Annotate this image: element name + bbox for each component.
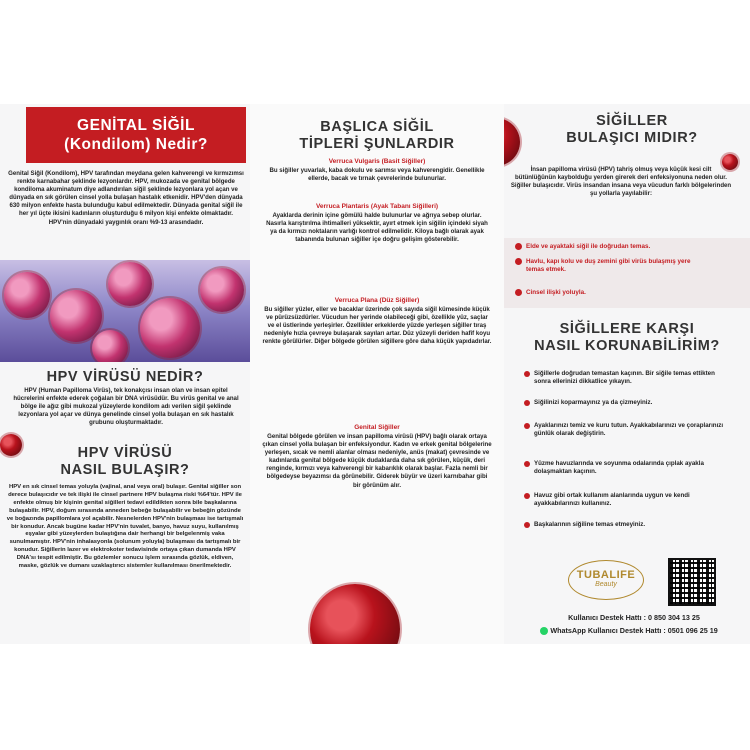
tip-item: Ayaklarınızı temiz ve kuru tutun. Ayakkabılarınızı ve çoraplarınızı günlük olarak değiştirin.	[534, 422, 724, 437]
tip-item: Başkalarının siğiline temas etmeyiniz.	[534, 521, 724, 529]
genital-wart-intro: Genital Siğil (Kondilom), HPV tarafından meydana gelen kahverengi ve kırmızımsı renkte karnabahar şeklinde lezyonlardır. HPV, mukozada ve genital bölgede kondiloma akuminatum diye adlandırılan siğil şeklinde lezyonlara yol açan ve dünyada en sık görülen cinsel yolla bulaşan hastalık etkenidir. HPV'den dünyada 630 milyon enfekte hasta bulunduğu kabul edilmektedir. Dünyada genital siğil ile her yıl üçte ikisini kadınların oluşturduğu 6 milyon kişi enfekte olmaktadır. HPV'nin dünyadaki yaygınlık oranı %9-13 arasındadır.	[8, 170, 244, 226]
whatsapp-icon	[540, 627, 548, 635]
contagious-title-line1: SİĞİLLER	[596, 113, 668, 129]
genital-wart-title-line2: (Kondilom) Nedir?	[64, 136, 208, 153]
tip-item: Siğilinizi koparmayınız ya da çizmeyiniz.	[534, 399, 724, 407]
type-plana-title: Verruca Plana (Düz Siğiller)	[334, 297, 420, 304]
hpv-text: HPV (Human Papilloma Virüs), tek konakçısı insan olan ve insan epitel hücrelerini enfekte ederek çoğalan bir DNA virüsüdür. Bu virüs genital ve anal bölge ile ağız gibi mukozal yüzeylerde kondilom adı verilen siğil şeklinde lezyonlara yol açar ve dünya genelinde cinsel yolla bulaşan en sık hastalık grubunu oluşturmaktadır.	[13, 387, 239, 427]
brand-main: TUBALIFE	[576, 569, 636, 581]
whatsapp-line-row	[508, 626, 750, 635]
spread-title-line2: NASIL BULAŞIR?	[60, 462, 190, 478]
virus-cell-image	[92, 330, 128, 362]
brochure-sheet	[0, 104, 750, 644]
genital-wart-title-line1: GENİTAL SİĞİL	[77, 117, 195, 134]
tip-item: Siğillerle doğrudan temastan kaçının. Bir siğile temas ettikten sonra ellerinizi dikkatlice yıkayın.	[534, 370, 724, 386]
type-plantaris-text: Ayaklarda derinin içine gömülü halde bulunurlar ve ağrıya sebep olurlar. Nasırla karıştırılma ihtimalleri yüksektir, ayırt etmek için siğilin içindeki siyah ya da kırmızı noktaların varlığı kontrol edilmelidir. Kiloya bağlı olarak ayak tabanında bulunan siğiller içe doğru gelişim gösterebilir.	[266, 212, 488, 244]
hpv-title: HPV VİRÜSÜ NEDİR?	[46, 369, 204, 385]
type-genital-title: Genital Siğiller	[354, 424, 400, 431]
type-vulgaris-text: Bu siğiller yuvarlak, kaba dokulu ve sarımsı veya kahverengidir. Genellikle ellerde, bacak ve tırnak çevrelerinde bulunurlar.	[269, 167, 485, 183]
contagious-intro: İnsan papilloma virüsü (HPV) tahriş olmuş veya küçük kesi cilt bütünlüğünün kaybolduğu yerden girerek deri enfeksiyonuna neden olur. Siğiller bulaşıcıdır. Virüs insandan insana veya vücudun farklı bölgelerinden şu yollarla yayılabilir:	[510, 166, 732, 198]
spread-way-item: Havlu, kapı kolu ve duş zemini gibi virüs bulaşmış yere temas etmek.	[526, 258, 696, 274]
genital-wart-title-box	[26, 107, 246, 163]
wart-types-title-line2: TİPLERİ ŞUNLARDIR	[299, 136, 455, 152]
qr-code-image	[668, 558, 716, 606]
virus-decoration	[310, 584, 400, 644]
type-plana-text: Bu siğiller yüzler, eller ve bacaklar üzerinde çok sayıda siğil kümesinde küçük ve pürüzsüzdürler. Vücudun her yerinde olabileceği gibi, özellikle yüz, saçlar ve el üstlerinde yerleşirler. Özellikler erkeklerde yüzde yerleşen siğiller tıraş nedeniyle hızla çevreye bulaşarak sayıları artar. Düz yüzeyli deriden hafif koyu renkte görülürler. Diğer bölgede görülen siğillere göre daha küçük yapıdadırlar.	[262, 306, 492, 346]
protect-title-line2: NASIL KORUNABİLİRİM?	[534, 338, 720, 354]
support-line: Kullanıcı Destek Hattı : 0 850 304 13 25	[568, 613, 700, 622]
virus-cell-image	[108, 262, 152, 306]
spread-text: HPV en sık cinsel temas yoluyla (vajinal, anal veya oral) bulaşır. Genital siğiller son derece bulaşıcıdır ve tek ilişki ile cinsel partnere HPV bulaşma riski %64'tür. HPV ile enfekte olmuş bir kişinin genital siğilleri tedavi edildikten sonra bile başkalarına bulaşabilir. HPV, doğum sırasında anneden bebeğe bulaşabilir ve bebeğin gözünde ve boğazında papillomlara yol açabilir. Nesnelerden HPV'nin bulaşması ise tartışmalı bir konudur. Ancak bugüne kadar HPV'nin tuvalet, banyo, havuz suyu, kullanılmış eşyalar gibi yüzeylerden bulaştığına dair herhangi bir belgelenmiş vaka sunulmamıştır. HPV'nin inhalasyonla (solunum yoluyla) bulaşması da tartışmalı bir konudur. Siğillerin lazer ve elektrokoter tedavisinde ortaya çıkan dumanda HPV DNA'sı tespit edilmiştir. Bu gözlemler sonucu işlem sırasında gözlük, eldiven, maske, gözlük ve dumanı uzaklaştırıcı sistemler kullanılması önerilmektedir.	[6, 484, 244, 570]
virus-cell-image	[140, 298, 200, 358]
tip-item: Yüzme havuzlarında ve soyunma odalarında çıplak ayakla dolaşmaktan kaçının.	[534, 460, 724, 476]
contagious-title-line2: BULAŞICI MIDIR?	[566, 130, 698, 146]
spread-way-item: Cinsel ilişki yoluyla.	[526, 289, 726, 297]
column-wart-types	[250, 104, 504, 644]
type-genital-text: Genital bölgede görülen ve insan papilloma virüsü (HPV) bağlı olarak ortaya çıkan cinsel yolla bulaşan bir enfeksiyondur. Kadın ve erkek genital bölgelerine yerleşen, sıcak ve nemli alanlar olması nedeniyle, anüs (makat) çevresinde ve kadınlarda genital bölgede küçük dudaklarda daha sık görülen, küçük, deri renginde, kırmızı veya kahverengi bir kabarıklık olarak başlar. Fazla nemli bir bölgedeyse beyazımsı da görünebilir. Giderek büyür ve üzeri karnıbahar gibi bir görünüm alır.	[262, 433, 492, 489]
virus-cell-image	[200, 268, 244, 312]
spread-ways-band	[504, 238, 750, 308]
wart-types-title-line1: BAŞLICA SİĞİL	[320, 119, 434, 135]
virus-cell-image	[50, 290, 102, 342]
brand-logo	[568, 560, 644, 600]
brand-sub: Beauty	[595, 581, 617, 588]
column-genital-wart	[0, 104, 250, 644]
spread-title-line1: HPV VİRÜSÜ	[77, 445, 173, 461]
type-plantaris-title: Verruca Plantaris (Ayak Tabanı Siğilleri)	[315, 203, 439, 210]
virus-photo	[0, 260, 250, 362]
whatsapp-line: WhatsApp Kullanıcı Destek Hattı : 0501 096 25 19	[550, 626, 718, 635]
spread-way-item: Elde ve ayaktaki siğil ile doğrudan temas.	[526, 243, 726, 251]
protect-title-line1: SİĞİLLERE KARŞI	[559, 321, 695, 337]
tip-item: Havuz gibi ortak kullanım alanlarında uygun ve kendi ayakkabılarınızı kullanınız.	[534, 492, 724, 508]
column-contagious	[504, 104, 750, 644]
virus-cell-image	[4, 272, 50, 318]
type-vulgaris-title: Verruca Vulgaris (Basit Siğiller)	[328, 158, 426, 165]
